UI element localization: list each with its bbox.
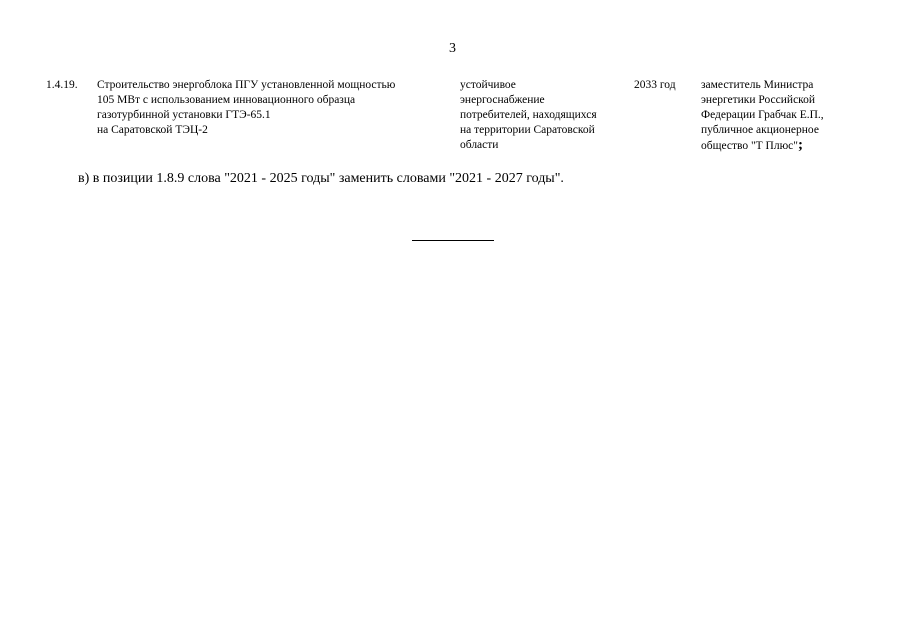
responsible-last-text: общество "Т Плюс" — [701, 140, 798, 152]
page-number: 3 — [449, 41, 456, 56]
project-name-line: газотурбинной установки ГТЭ-65.1 — [97, 109, 271, 121]
project-goal-line: на территории Саратовской — [460, 124, 595, 136]
project-name-line: Строительство энергоблока ПГУ установленной мощностью — [97, 79, 396, 91]
project-name-line: на Саратовской ТЭЦ-2 — [97, 124, 208, 136]
responsible-parties — [701, 78, 891, 154]
responsible-line: энергетики Российской — [701, 94, 816, 106]
project-goal-line: устойчивое — [460, 79, 516, 91]
responsible-line: Федерации Грабчак Е.П., — [701, 109, 824, 121]
amendment-paragraph: в) в позиции 1.8.9 слова "2021 - 2025 годы" заменить словами "2021 - 2027 годы". — [78, 171, 564, 186]
project-goal-line: области — [460, 139, 499, 151]
project-goal — [460, 78, 620, 153]
project-goal-line: энергоснабжение — [460, 94, 545, 106]
responsible-line: публичное акционерное — [701, 124, 819, 136]
closing-semicolon: ; — [797, 137, 803, 153]
project-name — [97, 78, 442, 138]
project-goal-line: потребителей, находящихся — [460, 109, 597, 121]
position-number: 1.4.19. — [46, 79, 78, 91]
responsible-line: заместитель Министра — [701, 79, 814, 91]
project-name-line: 105 МВт с использованием инновационного образца — [97, 94, 356, 106]
responsible-line-last — [701, 138, 891, 154]
project-term: 2033 год — [634, 79, 676, 91]
end-separator-line — [412, 240, 494, 241]
